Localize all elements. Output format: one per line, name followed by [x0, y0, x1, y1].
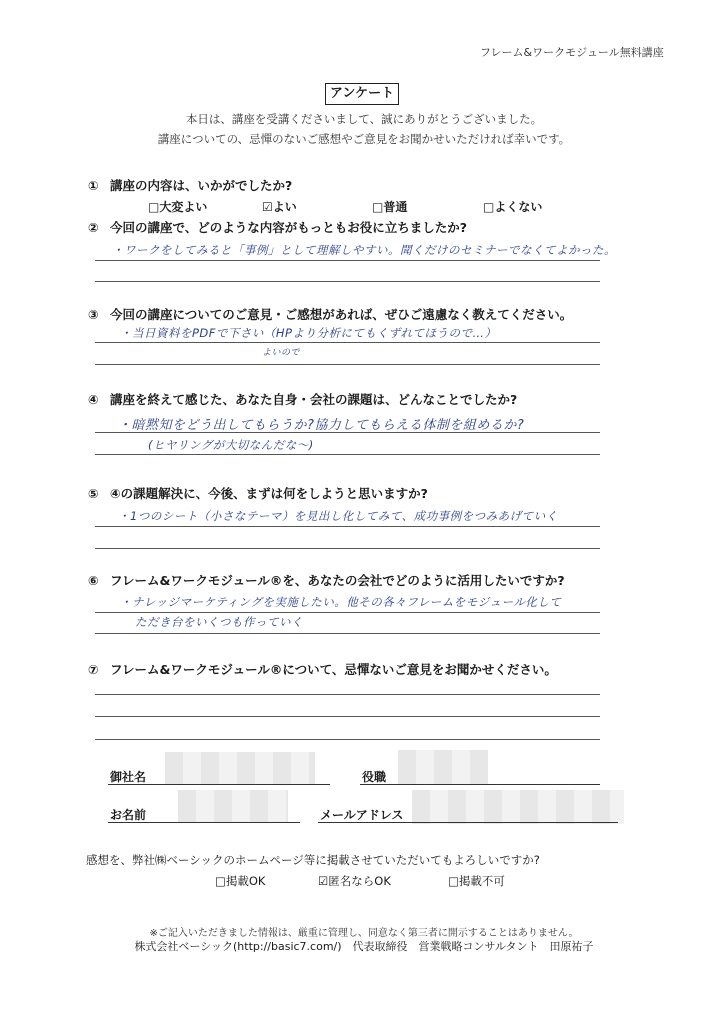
name-field[interactable]	[108, 822, 300, 823]
name-label: お名前	[110, 808, 147, 822]
answer-line	[95, 716, 600, 717]
answer-line	[95, 739, 600, 740]
consent-option-no[interactable]: □掲載不可	[448, 874, 505, 888]
question-4	[88, 390, 517, 408]
answer-line	[95, 526, 600, 527]
question-number: ⑤	[88, 486, 99, 501]
question-number: ①	[88, 178, 99, 193]
answer-line	[95, 281, 600, 282]
question-text: 今回の講座で、どのような内容がもっともお役に立ちましたか?	[110, 220, 468, 235]
answer-line	[95, 612, 600, 613]
q1-option-not-good[interactable]: □よくない	[483, 200, 543, 214]
answer-line	[95, 548, 600, 549]
answer-q6-line-1: ・ナレッジマーケティングを実施したい。他その各々フレームをモジュール化して	[120, 595, 562, 609]
answer-q3-line-1: ・当日資料をPDFで下さい（HPより分析にてもくずれてほうので…）	[120, 326, 497, 340]
position-field[interactable]	[360, 784, 600, 785]
answer-line	[95, 454, 600, 455]
privacy-note: ※ご記入いただきました情報は、厳重に管理し、同意なく第三者に開示することはありません。	[149, 928, 579, 939]
question-number: ⑦	[88, 662, 99, 677]
q1-option-very-good[interactable]: □大変よい	[148, 200, 208, 214]
question-6	[88, 571, 565, 589]
question-5	[88, 484, 428, 502]
answer-q3-line-2: よいので	[262, 348, 301, 358]
position-redacted	[398, 750, 488, 784]
question-number: ③	[88, 307, 99, 322]
question-3	[88, 305, 572, 323]
answer-line	[95, 260, 600, 261]
question-text: 講座を終えて感じた、あなた自身・会社の課題は、どんなことでしたか?	[110, 392, 518, 407]
question-7	[88, 660, 557, 678]
question-1	[88, 176, 292, 194]
answer-line	[95, 364, 600, 365]
answer-q5: ・1つのシート（小さなテーマ）を見出し化してみて、成功事例をつみあげていく	[118, 509, 558, 523]
position-label: 役職	[362, 770, 387, 784]
email-label: メールアドレス	[320, 808, 404, 822]
form-title: アンケート	[325, 83, 399, 105]
answer-line	[95, 694, 600, 695]
answer-q6-line-2: ただき台をいくつも作っていく	[135, 615, 303, 629]
question-text: 今回の講座についてのご意見・ご感想があれば、ぜひご遠慮なく教えてください。	[110, 307, 573, 322]
question-text: フレーム&ワークモジュール®について、忌憚ないご意見をお聞かせください。	[110, 662, 557, 677]
answer-q4-line-1: ・暗黙知をどう出してもらうか?協力してもらえる体制を組めるか?	[118, 418, 525, 433]
question-text: ④の課題解決に、今後、まずは何をしようと思いますか?	[110, 486, 428, 501]
consent-option-anonymous[interactable]: ☑匿名ならOK	[318, 874, 391, 888]
answer-line	[95, 633, 600, 634]
answer-line	[95, 342, 600, 343]
q1-option-normal[interactable]: □普通	[372, 200, 408, 214]
question-number: ⑥	[88, 573, 99, 588]
intro-line-2: 講座についての、忌憚のないご感想やご意見をお聞かせいただければ幸いです。	[157, 132, 571, 146]
company-label: 御社名	[110, 770, 147, 784]
question-number: ②	[88, 220, 99, 235]
email-field[interactable]	[318, 822, 618, 823]
company-footer: 株式会社ベーシック(http://basic7.com/) 代表取締役 営業戦略コンサルタント 田原祐子	[134, 940, 594, 953]
q1-option-good[interactable]: ☑よい	[262, 200, 297, 214]
series-title: フレーム&ワークモジュール無料講座	[480, 46, 664, 59]
company-name-redacted	[165, 752, 315, 784]
answer-line	[95, 432, 600, 433]
consent-option-ok[interactable]: □掲載OK	[215, 874, 266, 888]
company-field[interactable]	[108, 784, 330, 785]
intro-line-1: 本日は、講座を受講くださいまして、誠にありがとうございました。	[185, 112, 543, 126]
question-text: 講座の内容は、いかがでしたか?	[110, 178, 293, 193]
question-number: ④	[88, 392, 99, 407]
question-2	[88, 218, 467, 236]
consent-question: 感想を、弊社㈱ベーシックのホームページ等に掲載させていただいてもよろしいですか?	[86, 853, 540, 867]
answer-q2: ・ワークをしてみると「事例」として理解しやすい。聞くだけのセミナーでなくてよかった。	[112, 243, 616, 257]
answer-q4-line-2: (ヒヤリングが大切なんだな〜)	[148, 438, 314, 452]
name-redacted	[178, 790, 288, 822]
email-redacted	[412, 790, 624, 824]
question-text: フレーム&ワークモジュール®を、あなたの会社でどのように活用したいですか?	[110, 573, 565, 588]
